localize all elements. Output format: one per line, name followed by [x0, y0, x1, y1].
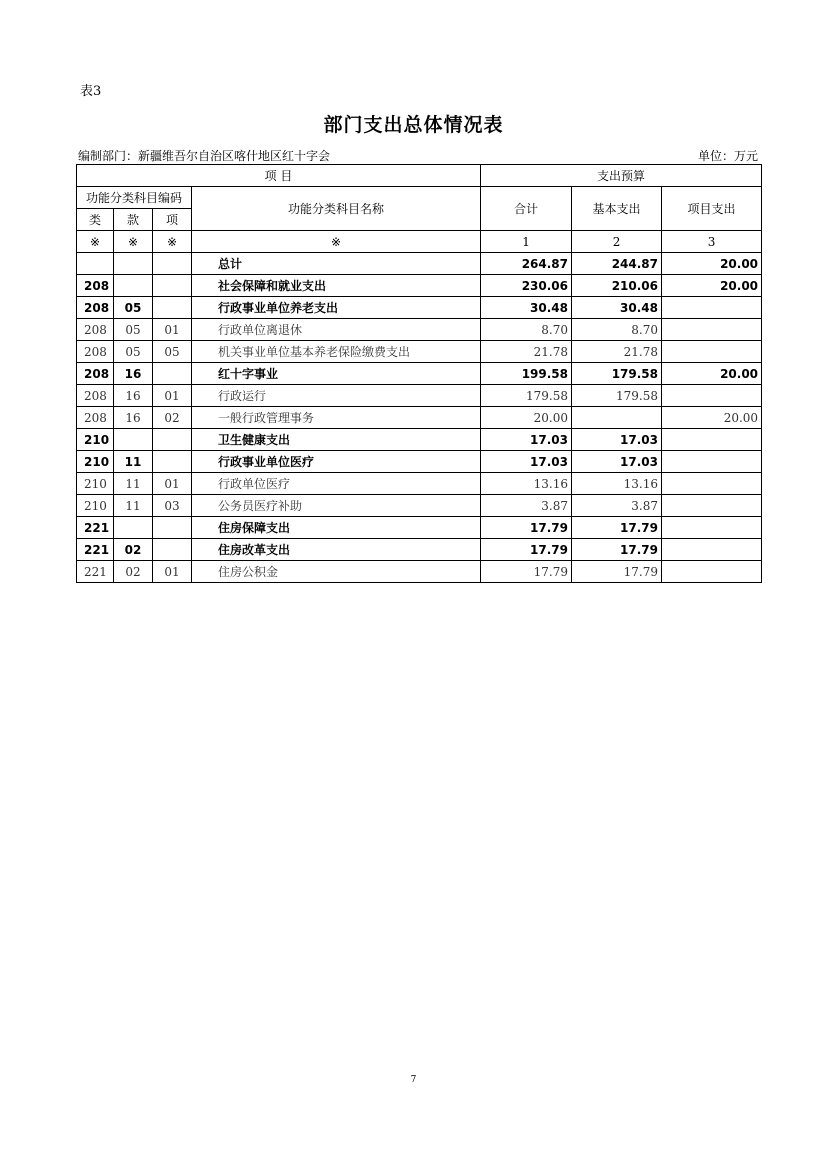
table-row — [77, 275, 762, 297]
cell-name: 行政事业单位医疗 — [192, 451, 481, 473]
cell-kuan: 16 — [114, 407, 153, 429]
table-row — [77, 451, 762, 473]
cell-project — [662, 561, 762, 583]
cell-name: 住房公积金 — [192, 561, 481, 583]
table-row — [77, 495, 762, 517]
cell-name: 卫生健康支出 — [192, 429, 481, 451]
cell-total: 17.79 — [481, 539, 572, 561]
cell-project — [662, 385, 762, 407]
cell-project — [662, 429, 762, 451]
cell-xiang — [153, 451, 192, 473]
cell-kuan — [114, 429, 153, 451]
mark-name: ※ — [192, 231, 481, 253]
mark-kuan: ※ — [114, 231, 153, 253]
cell-project — [662, 341, 762, 363]
cell-lei: 208 — [77, 297, 114, 319]
cell-xiang — [153, 539, 192, 561]
cell-total: 264.87 — [481, 253, 572, 275]
page-number: 7 — [410, 1075, 417, 1085]
cell-total: 17.79 — [481, 517, 572, 539]
header-row-2 — [77, 187, 762, 209]
cell-lei: 210 — [77, 451, 114, 473]
table-row — [77, 539, 762, 561]
cell-total: 179.58 — [481, 385, 572, 407]
header-row-4 — [77, 231, 762, 253]
cell-project: 20.00 — [662, 363, 762, 385]
cell-total: 21.78 — [481, 341, 572, 363]
cell-basic: 30.48 — [572, 297, 662, 319]
header-lei: 类 — [77, 209, 114, 231]
header-total: 合计 — [481, 187, 572, 231]
cell-xiang: 05 — [153, 341, 192, 363]
header-name: 功能分类科目名称 — [192, 187, 481, 231]
cell-kuan: 16 — [114, 363, 153, 385]
cell-total: 17.79 — [481, 561, 572, 583]
cell-name: 行政单位离退休 — [192, 319, 481, 341]
cell-total: 17.03 — [481, 451, 572, 473]
header-xiang: 项 — [153, 209, 192, 231]
cell-basic: 17.79 — [572, 517, 662, 539]
cell-name: 行政运行 — [192, 385, 481, 407]
cell-basic: 3.87 — [572, 495, 662, 517]
cell-name: 社会保障和就业支出 — [192, 275, 481, 297]
cell-kuan: 11 — [114, 473, 153, 495]
mark-lei: ※ — [77, 231, 114, 253]
cell-kuan: 02 — [114, 561, 153, 583]
cell-lei: 208 — [77, 385, 114, 407]
header-item: 项 目 — [77, 165, 481, 187]
cell-total: 20.00 — [481, 407, 572, 429]
cell-project: 20.00 — [662, 275, 762, 297]
table-row — [77, 319, 762, 341]
cell-lei: 208 — [77, 275, 114, 297]
cell-kuan — [114, 517, 153, 539]
cell-total: 17.03 — [481, 429, 572, 451]
header-kuan: 款 — [114, 209, 153, 231]
cell-xiang: 03 — [153, 495, 192, 517]
cell-total: 30.48 — [481, 297, 572, 319]
table-row — [77, 385, 762, 407]
cell-kuan: 05 — [114, 297, 153, 319]
cell-name: 红十字事业 — [192, 363, 481, 385]
cell-basic: 13.16 — [572, 473, 662, 495]
cell-lei: 221 — [77, 517, 114, 539]
expenditure-table — [76, 164, 762, 583]
cell-kuan — [114, 275, 153, 297]
cell-project — [662, 451, 762, 473]
cell-basic: 244.87 — [572, 253, 662, 275]
col-number-1: 1 — [481, 231, 572, 253]
cell-basic: 17.79 — [572, 539, 662, 561]
table-row — [77, 297, 762, 319]
cell-lei: 210 — [77, 429, 114, 451]
cell-basic: 8.70 — [572, 319, 662, 341]
cell-basic — [572, 407, 662, 429]
cell-lei: 208 — [77, 407, 114, 429]
cell-total: 13.16 — [481, 473, 572, 495]
header-budget: 支出预算 — [481, 165, 762, 187]
cell-basic: 17.03 — [572, 429, 662, 451]
table-row — [77, 473, 762, 495]
cell-project: 20.00 — [662, 407, 762, 429]
cell-basic: 17.79 — [572, 561, 662, 583]
cell-basic: 179.58 — [572, 363, 662, 385]
cell-kuan: 11 — [114, 451, 153, 473]
cell-project — [662, 517, 762, 539]
table-row — [77, 253, 762, 275]
cell-lei — [77, 253, 114, 275]
table-row — [77, 517, 762, 539]
cell-project — [662, 473, 762, 495]
cell-total: 8.70 — [481, 319, 572, 341]
cell-total: 199.58 — [481, 363, 572, 385]
cell-xiang: 01 — [153, 561, 192, 583]
cell-lei: 208 — [77, 363, 114, 385]
col-number-2: 2 — [572, 231, 662, 253]
cell-project: 20.00 — [662, 253, 762, 275]
cell-name: 公务员医疗补助 — [192, 495, 481, 517]
table-row — [77, 561, 762, 583]
cell-xiang — [153, 253, 192, 275]
cell-basic: 210.06 — [572, 275, 662, 297]
cell-kuan: 02 — [114, 539, 153, 561]
unit-label: 单位：万元 — [697, 149, 758, 163]
cell-project — [662, 495, 762, 517]
cell-total: 230.06 — [481, 275, 572, 297]
cell-basic: 21.78 — [572, 341, 662, 363]
cell-xiang: 02 — [153, 407, 192, 429]
department-label: 编制部门：新疆维吾尔自治区喀什地区红十字会 — [78, 149, 331, 163]
table-row — [77, 341, 762, 363]
cell-kuan: 05 — [114, 341, 153, 363]
header-info-row — [78, 147, 760, 164]
cell-lei: 221 — [77, 561, 114, 583]
cell-xiang: 01 — [153, 319, 192, 341]
cell-name: 行政事业单位养老支出 — [192, 297, 481, 319]
cell-basic: 179.58 — [572, 385, 662, 407]
cell-kuan: 11 — [114, 495, 153, 517]
cell-lei: 210 — [77, 473, 114, 495]
cell-project — [662, 297, 762, 319]
cell-xiang — [153, 363, 192, 385]
cell-xiang: 01 — [153, 385, 192, 407]
cell-kuan — [114, 253, 153, 275]
cell-name: 机关事业单位基本养老保险缴费支出 — [192, 341, 481, 363]
cell-xiang — [153, 297, 192, 319]
cell-lei: 208 — [77, 319, 114, 341]
cell-name: 行政单位医疗 — [192, 473, 481, 495]
cell-lei: 208 — [77, 341, 114, 363]
page-title: 部门支出总体情况表 — [323, 114, 504, 136]
header-code-group: 功能分类科目编码 — [77, 187, 192, 209]
cell-xiang: 01 — [153, 473, 192, 495]
cell-xiang — [153, 517, 192, 539]
cell-lei: 221 — [77, 539, 114, 561]
table-number-label: 表3 — [80, 84, 102, 99]
mark-xiang: ※ — [153, 231, 192, 253]
cell-xiang — [153, 275, 192, 297]
cell-name: 一般行政管理事务 — [192, 407, 481, 429]
cell-project — [662, 539, 762, 561]
table-row — [77, 363, 762, 385]
cell-kuan: 05 — [114, 319, 153, 341]
cell-name: 住房保障支出 — [192, 517, 481, 539]
table-row — [77, 429, 762, 451]
col-number-3: 3 — [662, 231, 762, 253]
cell-project — [662, 319, 762, 341]
header-project: 项目支出 — [662, 187, 762, 231]
table-row — [77, 407, 762, 429]
header-basic: 基本支出 — [572, 187, 662, 231]
header-row-1 — [77, 165, 762, 187]
cell-lei: 210 — [77, 495, 114, 517]
cell-name: 住房改革支出 — [192, 539, 481, 561]
cell-total: 3.87 — [481, 495, 572, 517]
cell-xiang — [153, 429, 192, 451]
cell-basic: 17.03 — [572, 451, 662, 473]
cell-kuan: 16 — [114, 385, 153, 407]
cell-name: 总计 — [192, 253, 481, 275]
